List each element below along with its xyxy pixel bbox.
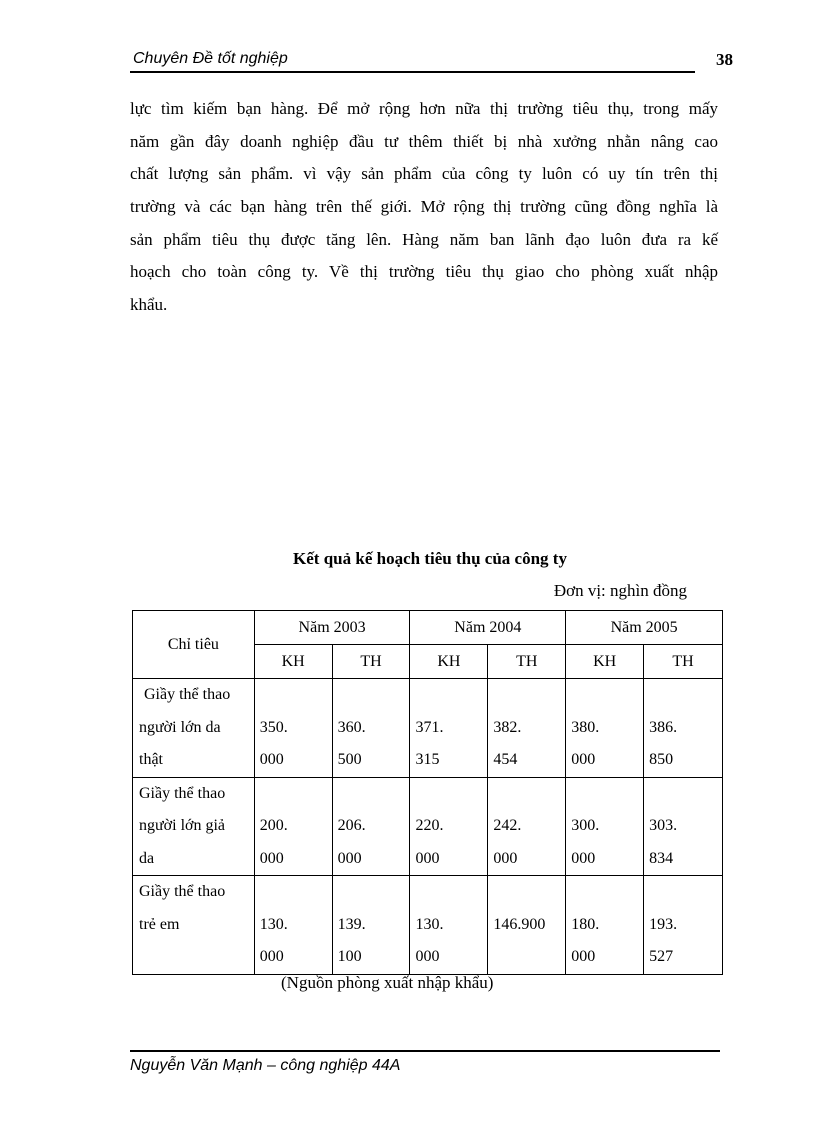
value-cell xyxy=(488,876,566,975)
value-part: 386. xyxy=(649,718,678,736)
value-cell xyxy=(254,679,332,778)
value-part: 350. xyxy=(259,718,288,736)
row-label-line: thật xyxy=(139,751,163,768)
value-cell xyxy=(488,777,566,876)
subheader-cell: KH xyxy=(566,645,644,679)
value-part: 527 xyxy=(649,948,674,965)
value-part: 000 xyxy=(571,849,596,867)
row-label xyxy=(133,679,255,778)
value-cell xyxy=(644,777,723,876)
body-line: sản phẩm tiêu thụ được tăng lên. Hàng năm ban lãnh đạo luôn đưa ra kế xyxy=(130,229,718,249)
body-line: lực tìm kiếm bạn hàng. Để mở rộng hơn nữa thị trường tiêu thụ, trong mấy xyxy=(130,99,718,118)
value-part: 000 xyxy=(415,849,440,867)
row-label-line: trẻ em xyxy=(139,915,180,933)
value-part: 454 xyxy=(493,751,518,768)
value-part: 139. xyxy=(337,915,366,933)
value-part: 000 xyxy=(259,948,284,965)
value-part: 000 xyxy=(571,751,596,768)
value-cell xyxy=(332,876,410,975)
results-table xyxy=(132,610,723,975)
value-part: 500 xyxy=(337,751,362,768)
row-label xyxy=(133,876,255,975)
value-part: 200. xyxy=(259,817,288,834)
value-part: 220. xyxy=(415,817,444,834)
value-cell xyxy=(566,876,644,975)
value-part: 834 xyxy=(649,849,674,867)
value-cell xyxy=(566,679,644,778)
row-label-line: người lớn da xyxy=(139,718,221,736)
value-cell xyxy=(410,679,488,778)
value-cell xyxy=(332,679,410,778)
body-line: năm gần đây doanh nghiệp đầu tư thêm thiết bị nhà xưởng nhằn nâng cao xyxy=(130,131,718,151)
value-part: 000 xyxy=(493,849,518,867)
value-part: 380. xyxy=(571,718,600,736)
value-cell xyxy=(410,777,488,876)
value-part: 360. xyxy=(337,718,366,736)
body-line: chất lượng sản phẩm. vì vậy sản phẩm của công ty luôn có uy tín trên thị xyxy=(130,164,718,184)
year-header: Năm 2003 xyxy=(254,611,410,645)
subheader-cell: TH xyxy=(332,645,410,679)
value-part: 850 xyxy=(649,751,674,768)
subheader-cell: TH xyxy=(644,645,723,679)
value-cell xyxy=(254,876,332,975)
value-cell xyxy=(488,679,566,778)
value-part: 315 xyxy=(415,751,440,768)
value-part: 146.900 xyxy=(493,915,546,933)
footer-author: Nguyễn Văn Mạnh – công nghiệp 44A xyxy=(130,1057,401,1074)
table-title xyxy=(0,549,816,569)
column-header-chi-tieu: Chỉ tiêu xyxy=(133,611,255,679)
value-part: 242. xyxy=(493,817,522,834)
row-label-line: Giầy thể thao xyxy=(144,686,231,703)
value-cell xyxy=(410,876,488,975)
table-row xyxy=(133,777,723,876)
value-cell xyxy=(644,679,723,778)
value-part: 193. xyxy=(649,915,678,933)
value-part: 206. xyxy=(337,817,366,834)
row-label-line: Giầy thể thao xyxy=(139,883,226,900)
value-part: 382. xyxy=(493,718,522,736)
footer-divider xyxy=(130,1050,720,1052)
value-part: 000 xyxy=(259,849,284,867)
body-paragraph xyxy=(130,93,718,322)
value-part: 000 xyxy=(259,751,284,768)
value-part: 130. xyxy=(259,915,288,933)
table-row xyxy=(133,876,723,975)
body-line: khẩu. xyxy=(130,295,168,315)
value-part: 371. xyxy=(415,718,444,736)
table-unit: Đơn vị: nghìn đồng xyxy=(553,581,687,600)
page-number: 38 xyxy=(716,50,733,69)
row-label-line xyxy=(139,941,254,974)
table-header-row xyxy=(133,611,723,645)
value-part: 130. xyxy=(415,915,444,933)
value-part: 000 xyxy=(337,849,362,867)
value-part: 300. xyxy=(571,817,600,834)
subheader-cell: KH xyxy=(254,645,332,679)
value-part: 000 xyxy=(415,948,440,965)
year-header: Năm 2005 xyxy=(566,611,723,645)
row-label-line: người lớn giả xyxy=(139,817,226,834)
subheader-cell: TH xyxy=(488,645,566,679)
value-cell xyxy=(644,876,723,975)
value-part: 303. xyxy=(649,817,678,834)
value-cell xyxy=(566,777,644,876)
table-source-note: (Nguồn phòng xuất nhập khẩu) xyxy=(281,973,494,992)
table-row xyxy=(133,679,723,778)
value-part xyxy=(493,941,565,974)
year-header: Năm 2004 xyxy=(410,611,566,645)
header-title: Chuyên Đề tốt nghiệp xyxy=(133,50,288,67)
row-label-line: da xyxy=(139,849,155,867)
value-part: 180. xyxy=(571,915,600,933)
value-part: 100 xyxy=(337,948,362,965)
subheader-cell: KH xyxy=(410,645,488,679)
value-cell xyxy=(332,777,410,876)
value-part: 000 xyxy=(571,948,596,965)
body-line: trường và các bạn hàng trên thế giới. Mở rộng thị trường cũng đồng nghĩa là xyxy=(130,197,718,217)
header-divider xyxy=(130,71,695,73)
body-line: hoạch cho toàn công ty. Về thị trường tiêu thụ giao cho phòng xuất nhập xyxy=(130,262,718,282)
table-title-text: Kết quả kế hoạch tiêu thụ của công ty xyxy=(293,549,567,568)
value-cell xyxy=(254,777,332,876)
row-label-line: Giầy thể thao xyxy=(139,784,226,802)
row-label xyxy=(133,777,255,876)
